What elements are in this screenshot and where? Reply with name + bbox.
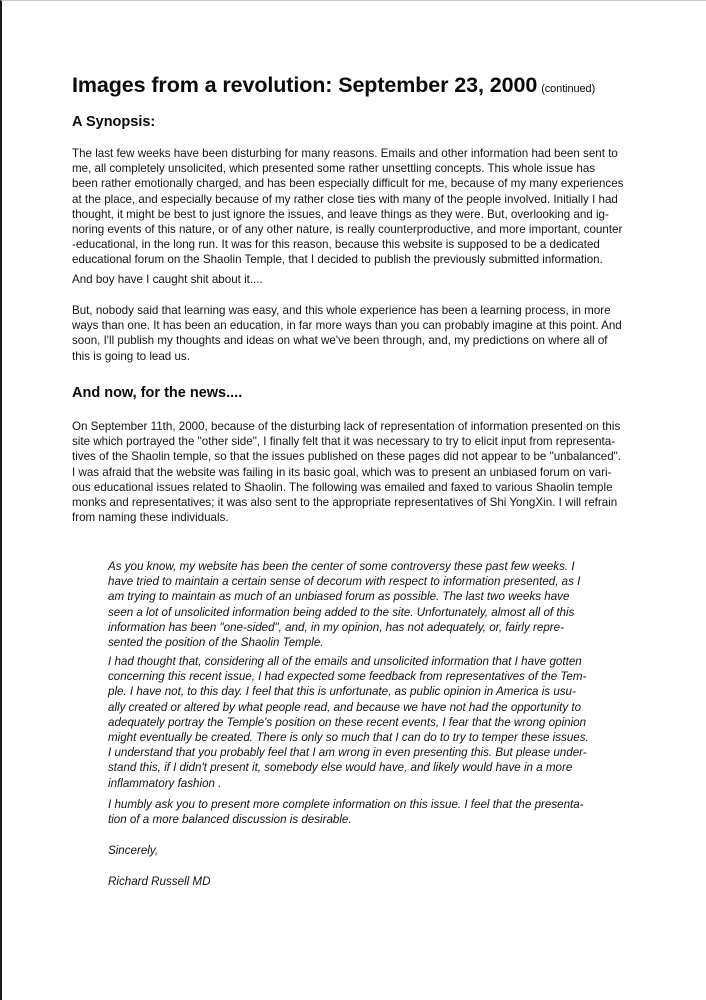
text-line: As you know, my website has been the center of some controversy these past few weeks. I xyxy=(108,560,575,573)
text-line: soon, I'll publish my thoughts and ideas on what we've been through, and, my predictions on where all of xyxy=(72,334,608,348)
text-line: been rather emotionally charged, and has been especially difficult for me, because of my many experiences xyxy=(72,177,624,191)
page-title xyxy=(72,73,595,98)
text-line: site which portrayed the "other side", I finally felt that it was necessary to try to elicit input from representa- xyxy=(72,435,616,449)
text-line: am trying to maintain as much of an unbiased forum as possible. The last two weeks have xyxy=(108,590,570,604)
text-line: have tried to maintain a certain sense of decorum with respect to information presented, as I xyxy=(108,575,581,589)
text-line: And boy have I caught shit about it.... xyxy=(72,273,263,286)
text-line: I had thought that, considering all of the emails and unsolicited information that I have gotten xyxy=(108,655,582,668)
text-line: thought, it might be best to just ignore the issues, and leave things as they were. But, overlooking and ig- xyxy=(72,207,609,221)
text-line: The last few weeks have been disturbing for many reasons. Emails and other information had been sent to xyxy=(72,147,618,160)
title-continued-note: (continued) xyxy=(541,83,596,95)
letter-paragraph-1 xyxy=(108,559,608,650)
text-line: On September 11th, 2000, because of the disturbing lack of representation of information presented on this xyxy=(72,420,621,433)
synopsis-paragraph-2 xyxy=(72,272,644,287)
news-paragraph-1 xyxy=(72,419,644,525)
letter-paragraph-3 xyxy=(108,797,608,827)
letter-closing: Sincerely, xyxy=(108,844,159,857)
text-line: ous educational issues related to Shaolin. The following was emailed and faxed to various Shaolin temple xyxy=(72,480,613,494)
synopsis-paragraph-1 xyxy=(72,146,644,268)
page-title-text: Images from a revolution: September 23, 2000 xyxy=(72,73,538,97)
text-line: this is going to lead us. xyxy=(72,349,190,363)
text-line: at the place, and especially because of my rather close ties with many of the people involved. Initially I had xyxy=(72,192,618,206)
text-line: from naming these individuals. xyxy=(72,511,229,525)
text-line: educational forum on the Shaolin Temple, that I decided to publish the previously submitted information. xyxy=(72,253,603,267)
text-line: information has been "one-sided", and, in my opinion, has not adequately, or, fairly repre- xyxy=(108,620,564,634)
synopsis-paragraph-3 xyxy=(72,303,644,364)
text-line: ally created or altered by what people read, and because we have not had the opportunity to xyxy=(108,700,582,714)
text-line: But, nobody said that learning was easy, and this whole experience has been a learning process, in more xyxy=(72,304,611,317)
text-line: tives of the Shaolin temple, so that the issues published on these pages did not appear to be "unbalanced". xyxy=(72,450,622,464)
text-line: tion of a more balanced discussion is desirable. xyxy=(108,813,352,827)
letter-paragraph-2 xyxy=(108,654,608,791)
text-line: seen a lot of unsolicited information being added to the site. Unfortunately, almost all of this xyxy=(108,605,575,619)
text-line: ways than one. It has been an education, in far more ways than you can probably imagine at this point. And xyxy=(72,319,622,333)
text-line: ple. I have not, to this day. I feel that this is unfortunate, as public opinion in America is usu- xyxy=(108,685,576,699)
text-line: inflammatory fashion . xyxy=(108,776,222,790)
news-heading: And now, for the news.... xyxy=(72,385,243,401)
text-line: noring events of this nature, or of any other nature, is really counterproductive, and more important, counter xyxy=(72,223,623,237)
text-line: sented the position of the Shaolin Temple. xyxy=(108,636,324,650)
text-line: I understand that you probably feel that I am wrong in even presenting this. But please under- xyxy=(108,746,587,760)
text-line: stand this, if I didn't present it, somebody else would have, and likely would have in a more xyxy=(108,761,573,775)
text-line: adequately portray the Temple's position on these recent events, I fear that the wrong opinion xyxy=(108,715,587,729)
text-line: -educational, in the long run. It was for this reason, because this website is supposed to be a dedicated xyxy=(72,238,600,252)
synopsis-heading: A Synopsis: xyxy=(72,114,156,130)
text-line: might eventually be created. There is only so much that I can do to try to temper these issues. xyxy=(108,731,589,745)
text-line: I was afraid that the website was failing in its basic goal, which was to present an unbiased forum on vari- xyxy=(72,465,612,479)
text-line: monks and representatives; it was also sent to the appropriate representatives of Shi YongXin. I will refrain xyxy=(72,496,618,510)
text-line: me, all completely unsolicited, which presented some rather unsettling concepts. This whole issue has xyxy=(72,162,596,176)
letter-signature: Richard Russell MD xyxy=(108,875,211,888)
text-line: I humbly ask you to present more complete information on this issue. I feel that the presenta- xyxy=(108,798,584,811)
text-line: concerning this recent issue, I had expected some feedback from representatives of the Tem- xyxy=(108,670,587,684)
